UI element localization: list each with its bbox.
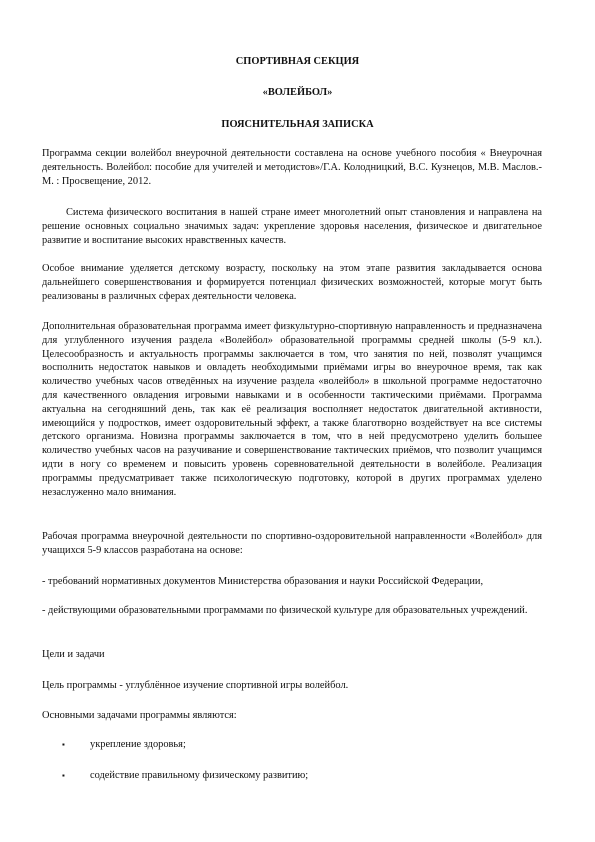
bullet-icon: ▪ <box>62 770 65 780</box>
paragraph-requirements: - требований нормативных документов Министерства образования и науки Российской Федерации, <box>42 576 484 587</box>
paragraph-goal: Цель программы - углублённое изучение спортивной игры волейбол. <box>42 680 349 691</box>
paragraph-childhood: Особое внимание уделяется детскому возрасту, поскольку на этом этапе развития закладывается основа дальнейшего совершенствования и формируется потенциал физических возможностей, которые могут быть реализованы в различных сферах деятельности человека. <box>42 263 542 302</box>
list-item-text: укрепление здоровья; <box>90 739 186 750</box>
paragraph-tasks: Основными задачами программы являются: <box>42 710 237 721</box>
paragraph-program: Дополнительная образовательная программа имеет физкультурно-спортивную направленность и предназначена для углубленного изучения раздела «Волейбол» образовательной программы средней школы (5-9 кл.). Целесообразность и актуальность программы заключается в том, что занятия по ней, позволят учащимся восполнить недостаток навыков и овладеть необходимыми приёмами игры во внеурочное время, так как количество учебных часов отведённых на изучение раздела «волейбол» в школьной программе недостаточно для качественного овладения игровыми навыками и в особенности тактическими приёмами. Программа актуальна на сегодняшний день, так как её реализация восполняет недостаток двигательной активности, имеющийся у подростков, имеет оздоровительный эффект, а также благотворно воздействует на все системы детского организма. Новизна программы заключается в том, что в ней предусмотрено уделить большее количество учебных часов на разучивание и совершенствование тактических приёмов, что позволит учащимся идти в ногу со временем и повысить уровень соревновательной деятельности в волейболе. Реализация программы предусматривает также психологическую подготовку, которой в других программах уделено незаслуженно мало внимания. <box>42 321 542 498</box>
list-item <box>42 769 542 783</box>
section-subtitle: «ВОЛЕЙБОЛ» <box>262 87 333 98</box>
list-item <box>42 738 542 752</box>
list-item-text: содействие правильному физическому развитию; <box>90 769 309 781</box>
section-title: СПОРТИВНАЯ СЕКЦИЯ <box>235 56 360 67</box>
tasks-list <box>42 738 542 783</box>
paragraph-current-programs: - действующими образовательными программами по физической культуре для образовательных учреждений. <box>42 605 528 616</box>
paragraph-system: Система физического воспитания в нашей стране имеет многолетний опыт становления и направлена на решение основных социально значимых задач: укрепление здоровья населения, физическое и двигательное развитие и воспитание высоких нравственных качеств. <box>42 207 542 246</box>
goals-heading: Цели и задачи <box>42 649 105 660</box>
paragraph-source: Программа секции волейбол внеурочной деятельности составлена на основе учебного пособия « Внеурочная деятельность. Волейбол: пособие для учителей и методистов»/Г.А. Колодницкий, В.С. Кузнецов, М.В. Маслов.- М. : Просвещение, 2012. <box>42 148 542 187</box>
explanatory-note-heading: ПОЯСНИТЕЛЬНАЯ ЗАПИСКА <box>221 119 374 130</box>
bullet-icon: ▪ <box>62 740 65 749</box>
paragraph-basis: Рабочая программа внеурочной деятельности по спортивно-оздоровительной направленности «Волейбол» для учащихся 5-9 классов разработана на основе: <box>42 531 542 556</box>
